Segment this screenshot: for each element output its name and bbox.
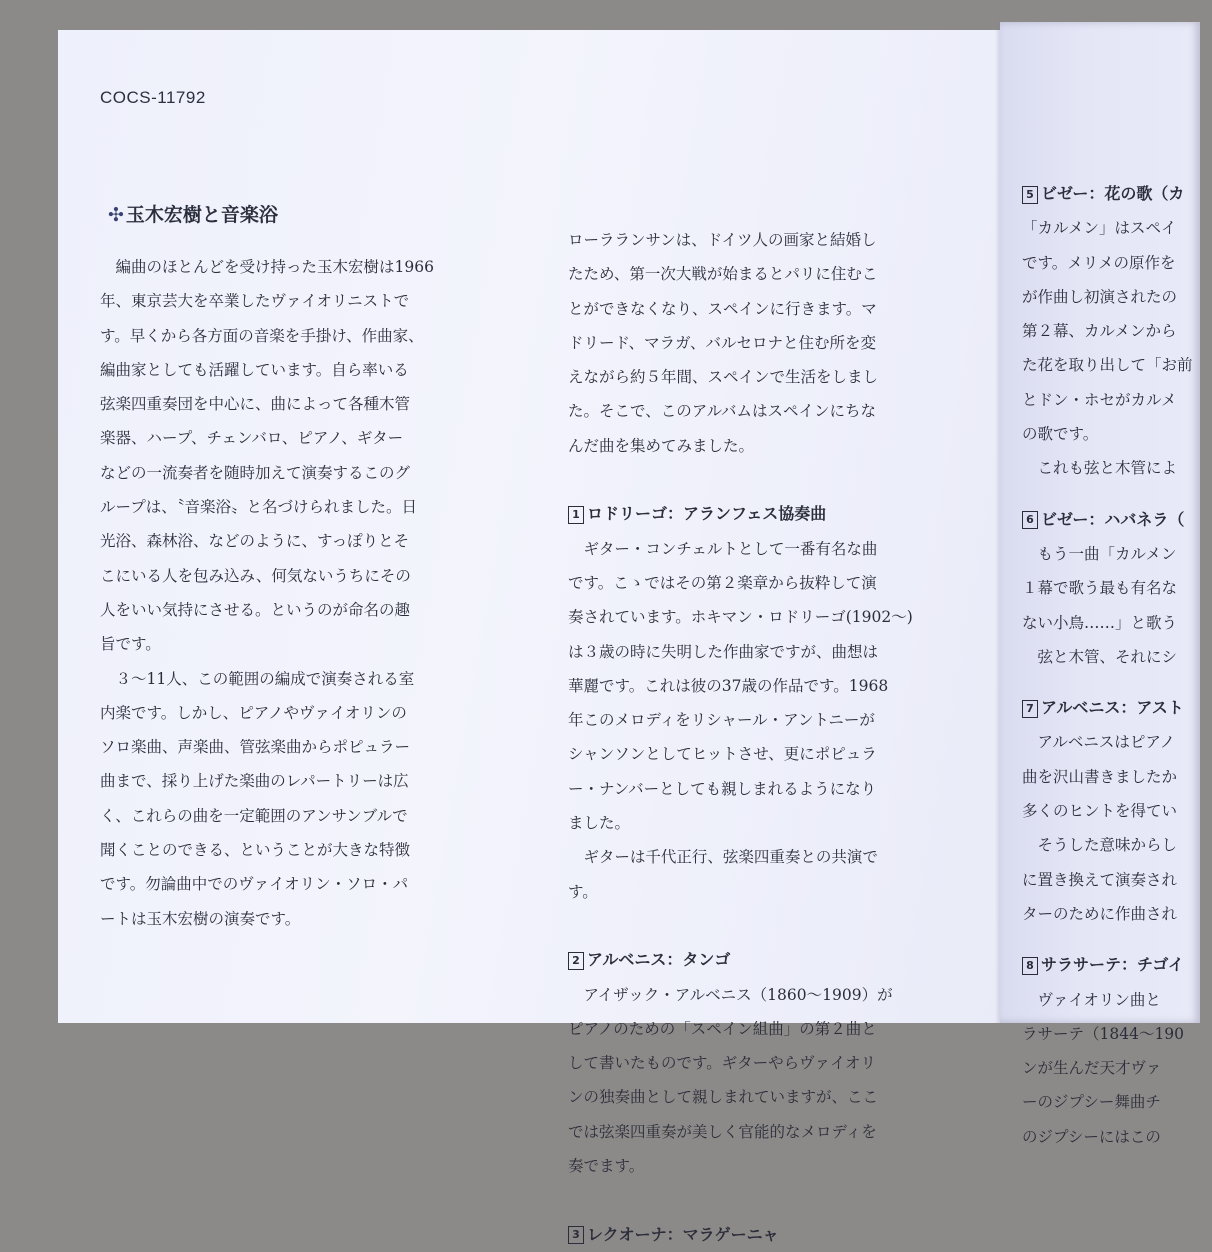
text-line: 弦と木管、それにシ: [1022, 647, 1178, 666]
text-line: た花を取り出して「お前: [1022, 356, 1193, 375]
text-line: ローラランサンは、ドイツ人の画家と結婚し: [568, 231, 877, 249]
track-number: 3: [568, 1226, 584, 1244]
middle-column: [568, 223, 1004, 1252]
text-line: とができなくなり、スペインに行きます。マ: [568, 299, 877, 318]
text-line: に置き換えて演奏され: [1022, 870, 1178, 889]
text-line: ソロ楽曲、声楽曲、管弦楽曲からポピュラー: [100, 738, 411, 757]
text-line: です。勿論曲中でのヴァイオリン・ソロ・パ: [100, 875, 409, 894]
liner-notes-page: [58, 30, 1010, 1244]
text-line: 内楽です。しかし、ピアノやヴァイオリンの: [100, 703, 407, 722]
text-line: た。そこで、このアルバムはスペインにちな: [568, 402, 876, 421]
text-line: アイザック・アルベニス（1860～1909）が: [568, 985, 893, 1004]
track-heading: [568, 943, 1004, 977]
track-title: ロドリーゴ：アランフェス協奏曲: [587, 504, 827, 524]
text-line: ドリード、マラガ、バルセロナと住む所を変: [568, 333, 876, 352]
text-line: ンが生んだ天才ヴァ: [1022, 1059, 1162, 1078]
text-line: です。こゝではその第２楽章から抜粋して演: [568, 573, 877, 592]
track-number: 2: [568, 952, 584, 970]
text-line: 多くのヒントを得てい: [1022, 802, 1178, 821]
track-title: サラサーテ：チゴイ: [1041, 955, 1184, 975]
text-line: ートは玉木宏樹の演奏です。: [100, 909, 301, 928]
track-heading: [1022, 177, 1212, 211]
text-line: 弦楽四重奏団を中心に、曲によって各種木管: [100, 395, 411, 414]
text-line: 人をいい気持にさせる。というのが命名の趣: [100, 600, 411, 619]
text-line: 年このメロディをリシャール・アントニーが: [568, 711, 875, 730]
text-line: ターのために作曲され: [1022, 904, 1178, 923]
text-line: ３～11人、この範囲の編成で演奏される室: [100, 669, 415, 688]
catalog-number: COCS-11792: [100, 88, 206, 107]
track-heading: [568, 497, 1004, 531]
text-line: えながら約５年間、スペインで生活をしまし: [568, 368, 879, 387]
text-line: ンの独奏曲として親しまれていますが、ここ: [568, 1088, 879, 1107]
track-number: 8: [1022, 957, 1038, 975]
section-title-text: 玉木宏樹と音楽浴: [125, 204, 278, 226]
track-heading: [568, 1218, 1004, 1252]
text-line: では弦楽四重奏が美しく官能的なメロディを: [568, 1122, 877, 1141]
text-line: 聞くことのできる、ということが大きな特徴: [100, 841, 411, 860]
text-line: たため、第一次大戦が始まるとパリに住むこ: [568, 265, 878, 284]
text-line: ラサーテ（1844～190: [1022, 1024, 1185, 1043]
text-line: です。メリメの原作を: [1022, 253, 1176, 272]
text-line: 編曲のほとんどを受け持った玉木宏樹は1966: [100, 258, 434, 276]
track-number: 5: [1022, 186, 1038, 204]
section-title: [108, 200, 278, 227]
text-line: 光浴、森林浴、などのように、すっぽりとそ: [100, 532, 410, 551]
text-line: す。早くから各方面の音楽を手掛け、作曲家、: [100, 326, 424, 345]
text-line: す。: [568, 882, 598, 901]
ornament-icon: ✣: [108, 204, 124, 226]
track-heading: [1022, 948, 1212, 982]
text-line: 編曲家としても活躍しています。自ら率いる: [100, 360, 409, 379]
text-line: ループは、〝音楽浴〟と名づけられました。日: [100, 498, 417, 517]
track-title: アルベニス：アスト: [1041, 698, 1184, 718]
track-title: ビゼー：花の歌（カ: [1041, 184, 1185, 203]
track-title: ビゼー：ハバネラ（: [1041, 509, 1185, 529]
text-line: 曲を沢山書きましたか: [1022, 767, 1178, 786]
text-line: 「カルメン」はスペイ: [1022, 219, 1177, 238]
text-line: シャンソンとしてヒットさせ、更にポピュラ: [568, 745, 877, 764]
text-line: して書いたものです。ギターやらヴァイオリ: [568, 1054, 876, 1073]
text-line: こにいる人を包み込み、何気ないうちにその: [100, 566, 411, 585]
text-line: ヴァイオリン曲と: [1022, 990, 1161, 1009]
track-heading: [1022, 691, 1212, 725]
text-line: んだ曲を集めてみました。: [568, 436, 755, 455]
text-line: ギターは千代正行、弦楽四重奏との共演で: [568, 848, 878, 867]
text-line: 年、東京芸大を卒業したヴァイオリニストで: [100, 292, 410, 311]
text-line: １幕で歌う最も有名な: [1022, 579, 1178, 598]
text-line: ピアノのための「スペイン組曲」の第２曲と: [568, 1019, 877, 1038]
text-line: などの一流奏者を随時加えて演奏するこのグ: [100, 463, 411, 482]
track-number: 7: [1022, 700, 1038, 718]
track-title: アルベニス：タンゴ: [587, 950, 731, 970]
liner-notes-next-page: [1000, 22, 1200, 1146]
text-line: 楽器、ハープ、チェンバロ、ピアノ、ギター: [100, 429, 404, 448]
text-line: く、これらの曲を一定範囲のアンサンブルで: [100, 806, 408, 825]
right-column: [1022, 177, 1212, 1154]
text-line: は３歳の時に失明した作曲家ですが、曲想は: [568, 642, 879, 661]
left-column: [100, 250, 540, 936]
track-number: 1: [568, 506, 584, 524]
text-line: ました。: [568, 814, 631, 833]
text-line: これも弦と木管によ: [1022, 459, 1178, 478]
text-line: 華麗です。これは彼の37歳の作品です。1968: [568, 676, 889, 695]
text-line: のジプシーにはこの: [1022, 1127, 1161, 1146]
track-title: レクオーナ：マラゲーニャ: [587, 1224, 779, 1244]
text-line: 旨です。: [100, 635, 161, 654]
track-number: 6: [1022, 511, 1038, 529]
text-line: そうした意味からし: [1022, 836, 1178, 855]
text-line: 奏されています。ホキマン・ロドリーゴ(1902～): [568, 608, 913, 627]
text-line: とドン・ホセがカルメ: [1022, 390, 1177, 409]
text-line: もう一曲「カルメン: [1022, 544, 1177, 563]
text-line: の歌です。: [1022, 425, 1099, 444]
text-line: ー・ナンバーとしても親しまれるようになり: [568, 779, 877, 798]
text-line: ない小鳥……」と歌う: [1022, 613, 1178, 632]
text-line: ギター・コンチェルトとして一番有名な曲: [568, 539, 878, 558]
track-heading: [1022, 503, 1212, 537]
text-line: 奏でます。: [568, 1157, 645, 1176]
text-line: が作曲し初演されたの: [1022, 287, 1178, 306]
text-line: アルベニスはピアノ: [1022, 733, 1176, 752]
text-line: 曲まで、採り上げた楽曲のレパートリーは広: [100, 772, 409, 791]
text-line: 第２幕、カルメンから: [1022, 322, 1177, 341]
text-line: ーのジプシー舞曲チ: [1022, 1093, 1161, 1112]
